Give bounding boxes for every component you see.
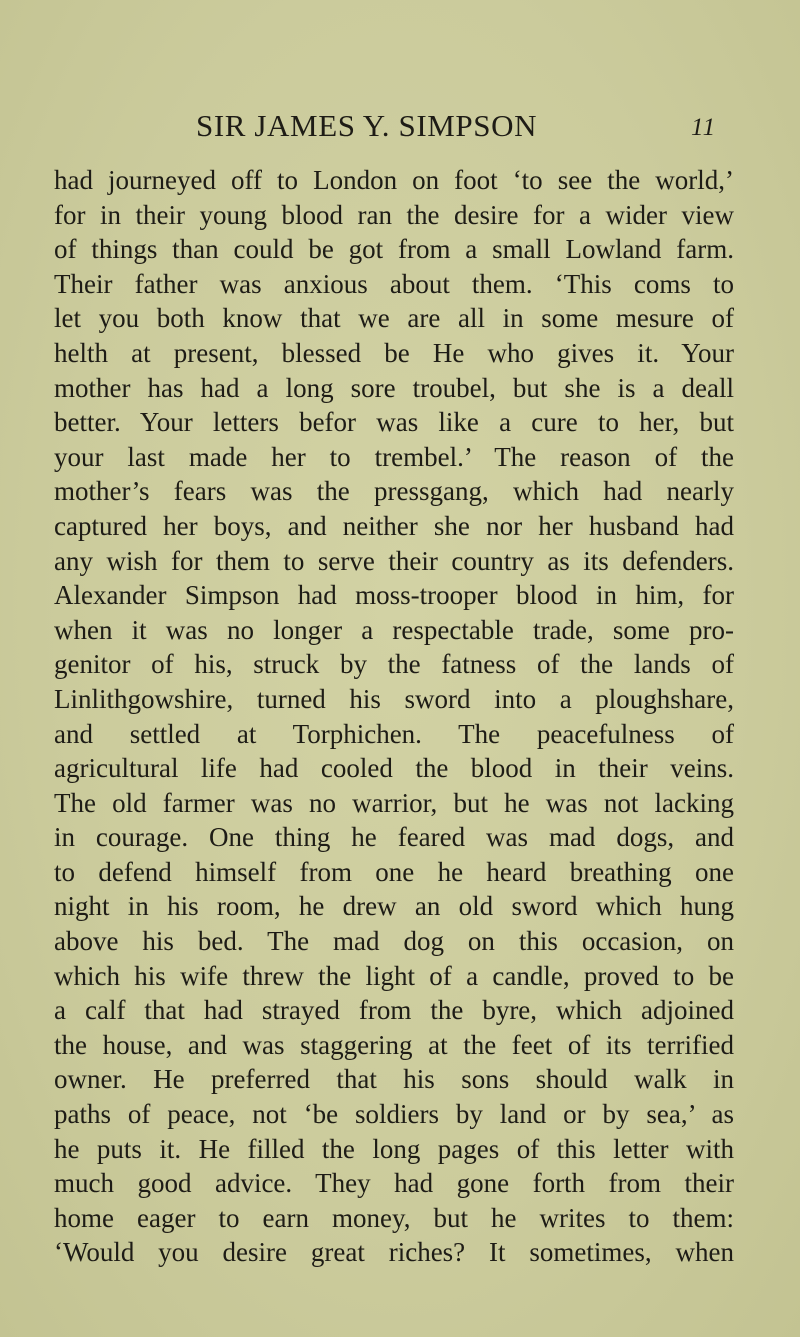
text-line: much good advice. They had gone forth from their [54,1168,734,1199]
text-line: agricultural life had cooled the blood in their veins. [54,753,734,784]
text-line: had journeyed off to London on foot ‘to see the world,’ [54,165,734,195]
text-line: your last made her to trembel.’ The reason of the [54,441,734,472]
text-line: and settled at Torphichen. The peacefulness of [54,718,734,749]
text-line: home eager to earn money, but he writes to them: [54,1202,734,1233]
text-line: he puts it. He filled the long pages of this letter with [54,1133,734,1164]
text-line: genitor of his, struck by the fatness of the lands of [54,649,734,680]
text-line: a calf that had strayed from the byre, which adjoined [54,995,734,1026]
text-line: Linlithgowshire, turned his sword into a ploughshare, [54,683,734,714]
text-line: better. Your letters befor was like a cure to her, but [54,407,734,438]
body-text [54,163,734,1270]
running-head [0,106,800,146]
text-line: any wish for them to serve their country as its defenders. [54,545,734,576]
text-line: mother has had a long sore troubel, but she is a deall [54,372,734,403]
text-line: above his bed. The mad dog on this occasion, on [54,926,734,957]
text-line: the house, and was staggering at the feet of its terrified [54,1029,734,1060]
text-line: helth at present, blessed be He who gives it. Your [54,337,734,368]
text-line: The old farmer was no warrior, but he was not lacking [54,787,734,818]
text-line: ‘Would you desire great riches? It sometimes, when [54,1237,734,1268]
text-line: for in their young blood ran the desire for a wider view [54,199,734,230]
text-line: night in his room, he drew an old sword which hung [54,891,734,922]
page-number: 11 [691,114,717,141]
text-line: mother’s fears was the pressgang, which had nearly [54,476,734,507]
text-line: in courage. One thing he feared was mad dogs, and [54,822,734,853]
text-line: when it was no longer a respectable trade, some pro- [54,614,734,645]
text-line: let you both know that we are all in some mesure of [54,303,734,334]
text-line: to defend himself from one he heard breathing one [54,856,734,887]
text-line: owner. He preferred that his sons should walk in [54,1064,734,1095]
text-line: which his wife threw the light of a candle, proved to be [54,960,734,991]
running-title: SIR JAMES Y. SIMPSON [196,108,538,143]
text-line: of things than could be got from a small Lowland farm. [54,234,734,265]
text-line: Their father was anxious about them. ‘This coms to [54,268,734,299]
text-line: paths of peace, not ‘be soldiers by land or by sea,’ as [54,1099,734,1130]
text-line: Alexander Simpson had moss-trooper blood in him, for [54,580,734,611]
text-line: captured her boys, and neither she nor her husband had [54,510,734,541]
